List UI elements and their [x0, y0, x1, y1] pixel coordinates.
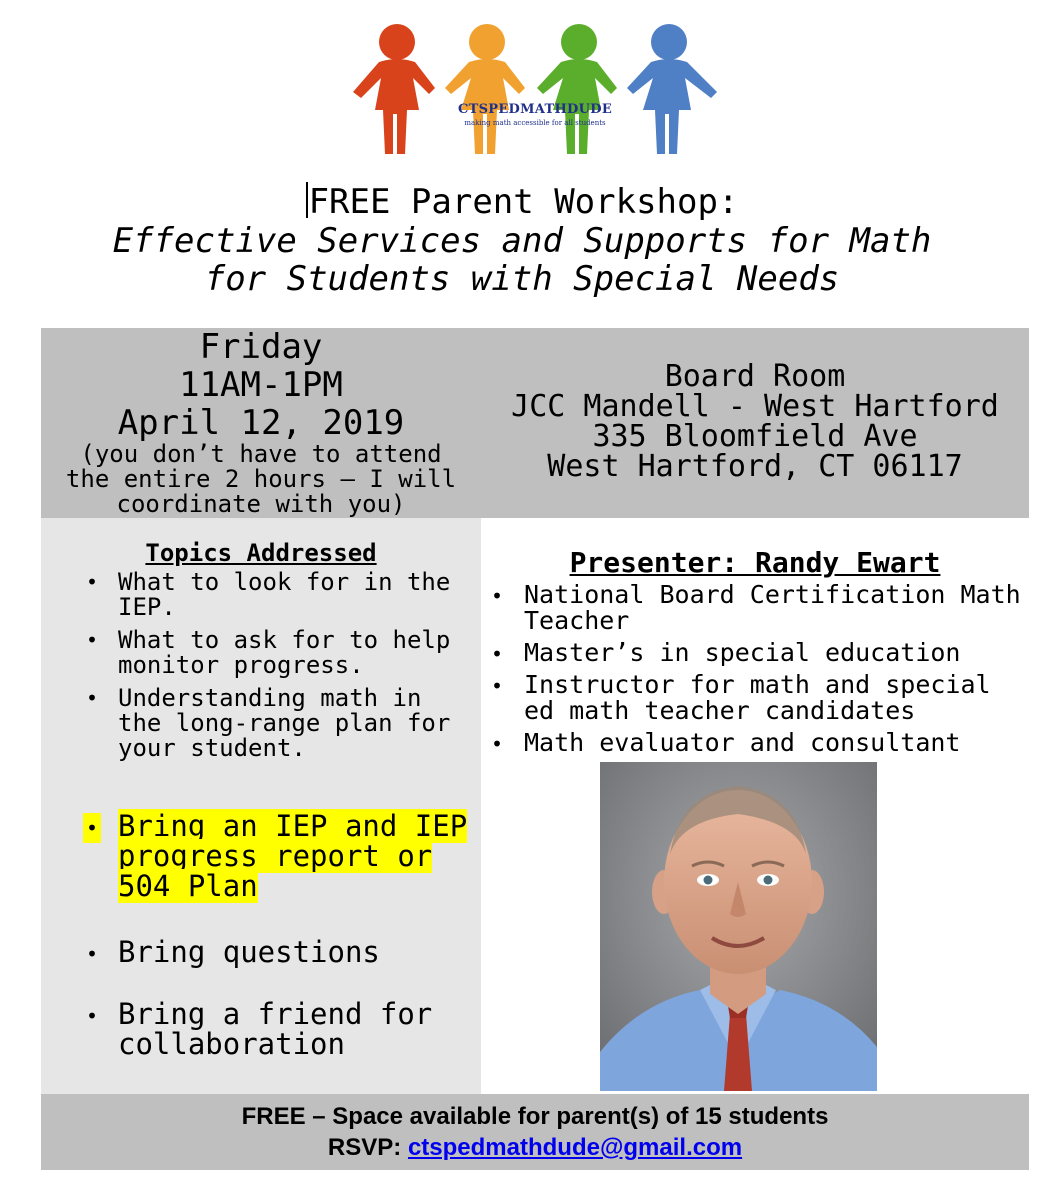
topics-heading: Topics Addressed	[145, 539, 377, 567]
bullet-icon: •	[83, 813, 101, 843]
event-where-panel	[481, 328, 1029, 518]
title-line-2: Effective Services and Supports for Math	[112, 221, 932, 261]
list-item: • What to ask for to help monitor progress.	[86, 626, 451, 679]
venue-name: JCC Mandell - West Hartford	[511, 389, 999, 424]
bullet-icon: •	[86, 628, 99, 652]
venue-street: 335 Bloomfield Ave	[592, 419, 918, 454]
rsvp-label: RSVP:	[327, 1134, 402, 1161]
bring-iep-text: Bring an IEP and IEP progress report or 504 Plan	[118, 809, 468, 903]
presenter-photo	[600, 762, 877, 1091]
title-line-3: for Students with Special Needs	[204, 259, 840, 299]
event-when-panel	[41, 328, 481, 518]
bullet-icon: •	[491, 584, 504, 608]
bullet-icon: •	[86, 1004, 99, 1028]
logo-brand-text: CTSPEDMATHDUDE	[457, 102, 613, 117]
event-time: 11AM-1PM	[179, 365, 343, 405]
topics-panel	[41, 518, 481, 1094]
event-day: Friday	[199, 327, 323, 367]
bullet-icon: •	[86, 686, 99, 710]
flyer-title	[0, 182, 1044, 298]
list-item: • What to look for in the IEP.	[86, 568, 451, 621]
rsvp-line	[41, 1132, 1029, 1163]
venue-room: Board Room	[664, 359, 846, 394]
venue-city: West Hartford, CT 06117	[547, 449, 963, 484]
rsvp-footer	[41, 1094, 1029, 1170]
logo-figure-orange	[445, 24, 525, 154]
bullet-icon: •	[491, 732, 504, 756]
ctspedmathdude-logo	[345, 22, 725, 158]
availability-text: FREE – Space available for parent(s) of 15 students	[241, 1103, 829, 1130]
list-item-highlighted	[41, 811, 478, 901]
topics-list	[41, 570, 481, 761]
list-item: • Bring a friend for collaboration	[86, 997, 433, 1061]
event-date: April 12, 2019	[117, 403, 405, 443]
bullet-icon: •	[86, 570, 99, 594]
list-item: • Understanding math in the long-range plan for your student.	[86, 684, 451, 762]
list-item: • National Board Certification Math Teacher	[491, 580, 1021, 635]
logo-figure-blue	[627, 24, 717, 154]
logo-figure-red	[353, 24, 435, 154]
list-item: • Instructor for math and special ed math teacher candidates	[491, 670, 991, 725]
rsvp-email-link[interactable]: ctspedmathdude@gmail.com	[407, 1134, 743, 1161]
attendance-note: (you don’t have to attend the entire 2 hours – I will coordinate with you)	[65, 440, 457, 518]
text-cursor	[306, 182, 308, 218]
title-line-1: FREE Parent Workshop:	[0, 182, 1044, 222]
list-item: • Math evaluator and consultant	[491, 728, 961, 757]
bring-list	[41, 811, 481, 1059]
bullet-icon: •	[86, 942, 99, 966]
logo-tagline: making math accessible for all students	[464, 119, 606, 127]
bullet-icon: •	[491, 674, 504, 698]
list-item: • Bring questions	[86, 935, 380, 969]
logo-figure-green	[537, 24, 617, 154]
list-item: • Master’s in special education	[491, 638, 961, 667]
presenter-heading: Presenter: Randy Ewart	[569, 546, 941, 579]
bullet-icon: •	[491, 642, 504, 666]
credentials-list	[481, 582, 1029, 756]
